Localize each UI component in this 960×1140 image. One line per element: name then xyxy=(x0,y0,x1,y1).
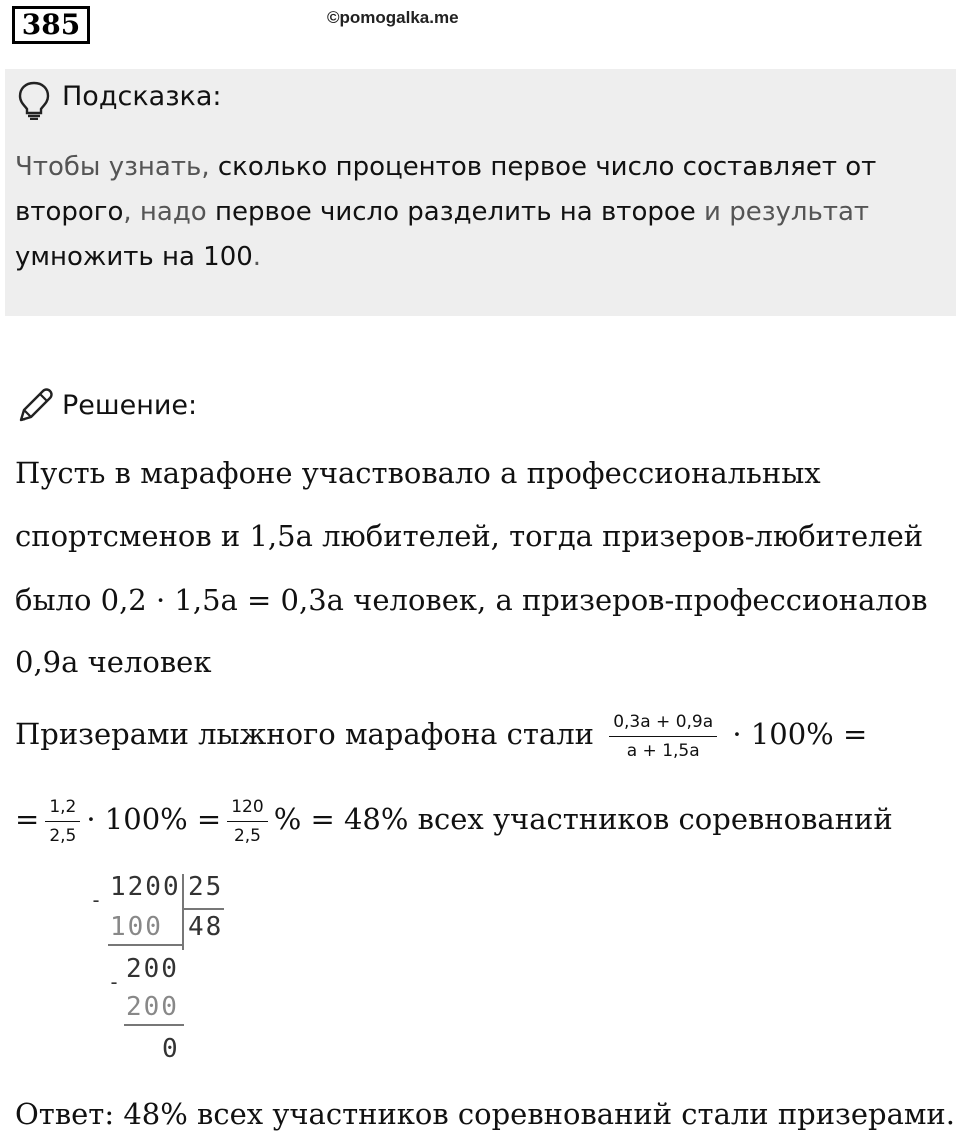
solution-line-2: спортсменов и 1,5a любителей, тогда призеров-любителей xyxy=(15,519,924,553)
hint-text-emphasis: первое число разделить на второе xyxy=(214,197,696,227)
hint-text-part: , надо xyxy=(123,197,215,227)
fraction-numerator: 1,2 xyxy=(45,796,80,822)
solution-line-6 xyxy=(15,787,893,851)
fraction xyxy=(227,796,267,847)
dividend: 1200 xyxy=(110,872,181,902)
solution-text: · 100% = xyxy=(86,802,222,836)
long-division xyxy=(88,870,288,1070)
hint-text-part: . xyxy=(252,242,262,272)
solution-text: = xyxy=(15,802,40,836)
minus-sign: - xyxy=(108,970,123,994)
division-bar xyxy=(182,874,184,950)
hint-text-emphasis: сколько процентов первое число составляет от второго xyxy=(15,152,877,227)
fraction-denominator: 2,5 xyxy=(49,825,77,846)
lightbulb-icon xyxy=(17,80,51,124)
remainder: 200 xyxy=(126,954,179,984)
solution-line-5 xyxy=(15,702,867,766)
quotient: 48 xyxy=(188,912,224,942)
fraction-denominator: 2,5 xyxy=(233,825,261,846)
answer-text: Ответ: 48% всех участников соревнований стали призерами. xyxy=(15,1097,955,1131)
fraction xyxy=(609,711,717,762)
fraction xyxy=(45,796,80,847)
hint-text-part: Чтобы узнать, xyxy=(15,152,218,182)
divisor: 25 xyxy=(188,872,224,902)
hint-text xyxy=(15,145,950,280)
solution-text: Призерами лыжного марафона стали xyxy=(15,717,594,751)
subtrahend: 200 xyxy=(126,992,179,1022)
fraction-numerator: 0,3a + 0,9a xyxy=(609,711,717,737)
fraction-numerator: 120 xyxy=(227,796,267,822)
hint-title: Подсказка: xyxy=(62,81,222,112)
solution-text: · 100% = xyxy=(732,717,868,751)
solution-line-4: 0,9a человек xyxy=(15,645,212,679)
hint-text-emphasis: умножить на 100 xyxy=(15,242,253,272)
pencil-icon xyxy=(15,386,55,430)
watermark: ©pomogalka.me xyxy=(327,8,459,27)
solution-line-3: было 0,2 · 1,5a = 0,3a человек, а призеров-профессионалов xyxy=(15,583,928,617)
subtraction-line xyxy=(124,1024,184,1026)
quotient-line xyxy=(182,908,224,910)
subtrahend: 100 xyxy=(110,912,163,942)
solution-text: % = 48% всех участников соревнований xyxy=(273,802,893,836)
fraction-denominator: a + 1,5a xyxy=(626,740,700,761)
minus-sign: - xyxy=(90,888,105,912)
hint-text-part: и результат xyxy=(695,197,870,227)
solution-line-1: Пусть в марафоне участвовало a профессиональных xyxy=(15,456,821,490)
final-remainder: 0 xyxy=(162,1034,180,1064)
task-number: 385 xyxy=(12,6,90,44)
solution-title: Решение: xyxy=(62,390,198,421)
subtraction-line xyxy=(108,944,182,946)
